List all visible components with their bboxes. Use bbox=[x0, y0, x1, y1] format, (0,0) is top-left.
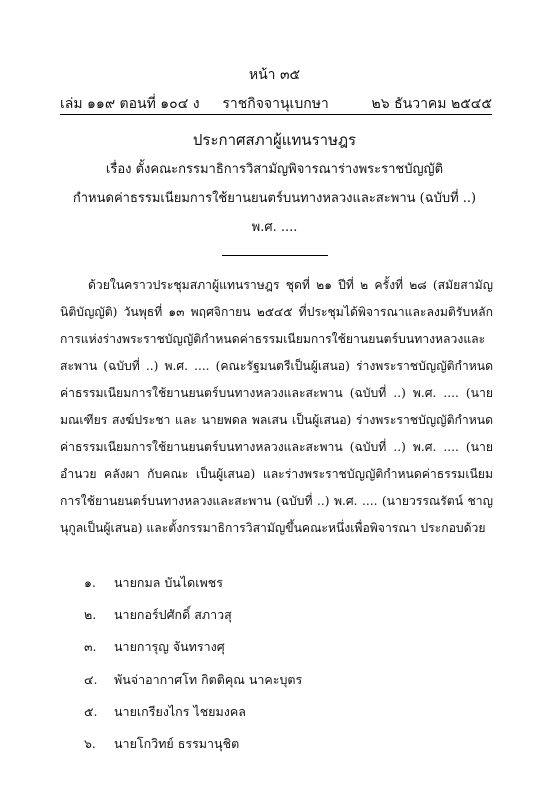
announcement-heading: ประกาศสภาผู้แทนราษฎร bbox=[192, 131, 357, 149]
page-number: หน้า ๓๕ bbox=[248, 67, 301, 83]
list-item bbox=[84, 702, 504, 734]
member-number: ๔. bbox=[84, 671, 98, 687]
list-item bbox=[84, 734, 504, 766]
publication-date: ๒๖ ธันวาคม ๒๕๔๕ bbox=[371, 96, 492, 112]
member-number: ๓. bbox=[84, 639, 97, 655]
announcement-body bbox=[60, 272, 493, 542]
member-name: นายโกวิทย์ ธรรมานุชิต bbox=[114, 735, 240, 751]
header-divider bbox=[60, 114, 492, 115]
member-name: พันจ่าอากาศโท กิตติคุณ นาคะบุตร bbox=[114, 671, 303, 687]
member-number: ๖. bbox=[84, 735, 96, 751]
volume-issue: เล่ม ๑๑๙ ตอนที่ ๑๐๔ ง bbox=[60, 96, 200, 112]
announcement-year: พ.ศ. .... bbox=[251, 220, 298, 235]
gazette-name: ราชกิจจานุเบกษา bbox=[222, 96, 329, 112]
member-name: นายกมล บันไดเพชร bbox=[114, 575, 223, 590]
list-item bbox=[84, 573, 504, 605]
member-name: นายกอร์ปศักดิ์ สภาวสุ bbox=[114, 607, 232, 623]
list-item bbox=[84, 605, 504, 637]
member-name: นายเกรียงไกร ไชยมงคล bbox=[114, 703, 246, 719]
member-number: ๒. bbox=[84, 607, 97, 623]
announcement-subject-cont: กำหนดค่าธรรมเนียมการใช้ยานยนตร์บนทางหลวงและสะพาน (ฉบับที่ ..) bbox=[72, 191, 477, 206]
committee-member-list bbox=[84, 573, 504, 766]
title-divider bbox=[222, 255, 328, 256]
member-number: ๑. bbox=[84, 575, 96, 590]
body-paragraph: ด้วยในคราวประชุมสภาผู้แทนราษฎร ชุดที่ ๒๑ ปีที่ ๒ ครั้งที่ ๒๘ (สมัยสามัญนิติบัญญัติ) วันพุธที่ ๑๓ พฤศจิกายน ๒๕๔๕ ที่ประชุมได้พิจารณาและลงมติรับหลักการแห่งร่างพระราชบัญญัติกำหนดค่าธรรมเนียมการใช้ยานยนตร์บนทางหลวงและสะพาน (ฉบับที่ ..) พ.ศ. .... (คณะรัฐมนตรีเป็นผู้เสนอ) ร่างพระราชบัญญัติกำหนดค่าธรรมเนียมการใช้ยานยนตร์บนทางหลวงและสะพาน (ฉบับที่ ..) พ.ศ. .... (นายมณเฑียร สงฆ์ประชา และ นายพดล พลเสน เป็นผู้เสนอ) ร่างพระราชบัญญัติกำหนดค่าธรรมเนียมการใช้ยานยนตร์บนทางหลวงและสะพาน (ฉบับที่ ..) พ.ศ. .... (นายอำนวย คลังผา กับคณะ เป็นผู้เสนอ) และร่างพระราชบัญญัติกำหนดค่าธรรมเนียมการใช้ยานยนตร์บนทางหลวงและสะพาน (ฉบับที่ ..) พ.ศ. .... (นายวรรณรัตน์ ชาญนุกูลเป็นผู้เสนอ) และตั้งกรรมาธิการวิสามัญขึ้นคณะหนึ่งเพื่อพิจารณา ประกอบด้วย bbox=[60, 278, 493, 535]
member-number: ๕. bbox=[84, 703, 98, 719]
announcement-title bbox=[40, 125, 509, 242]
list-item bbox=[84, 670, 504, 702]
announcement-subject: เรื่อง ตั้งคณะกรรมาธิการวิสามัญพิจารณาร่างพระราชบัญญัติ bbox=[105, 162, 444, 177]
list-item bbox=[84, 637, 504, 669]
gazette-header bbox=[60, 93, 492, 115]
member-name: นายการุญ จันทรางศุ bbox=[114, 639, 225, 655]
